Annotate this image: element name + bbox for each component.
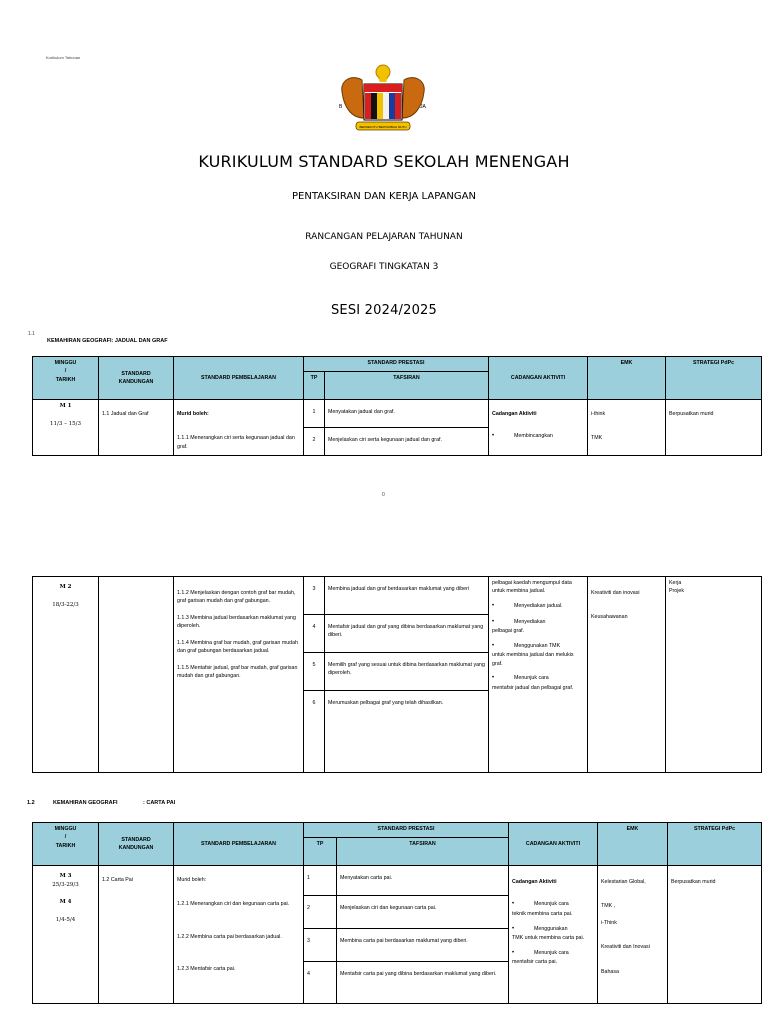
- tafsiran-text: Mentafsir jadual dan graf yang dibina berdasarkan maklumat yang diberi.: [325, 615, 489, 653]
- header-tp: TP: [304, 372, 325, 400]
- header-tp: TP: [304, 838, 337, 866]
- tafsiran-text: Mentafsir carta pai yang dibina berdasarkan maklumat yang diberi.: [337, 962, 509, 1004]
- tafsiran-text: Menjelaskan ciri dan kegunaan carta pai.: [337, 896, 509, 929]
- header-standard-prestasi: STANDARD PRESTASI: [304, 357, 489, 372]
- header-emk: EMK: [588, 357, 666, 400]
- aktiviti-cell: Cadangan Aktiviti • Membincangkan: [489, 400, 588, 456]
- aktiviti-cell: Cadangan Aktiviti • Menunjuk cara teknik membina carta pai. • Menggunakan TMK untuk membina carta pai. • Menunjuk cara mentafsir carta pai.: [509, 866, 598, 1004]
- crest-right-label: JA: [420, 104, 426, 110]
- header-tafsiran: TAFSIRAN: [337, 838, 509, 866]
- tp-level: 4: [304, 615, 325, 653]
- header-minggu: MINGGU / TARIKH: [33, 357, 99, 400]
- tafsiran-text: Menyatakan jadual dan graf.: [325, 400, 489, 428]
- tafsiran-text: Menyatakan carta pai.: [337, 866, 509, 896]
- crest-left-label: B: [339, 104, 343, 110]
- header-tafsiran: TAFSIRAN: [325, 372, 489, 400]
- strategi-cell: Kerja Projek: [666, 577, 762, 773]
- tafsiran-text: Menjelaskan ciri serta kegunaan jadual dan graf.: [325, 428, 489, 456]
- week-cell: M 3 25/3-29/3 M 4 1/4-5/4: [33, 866, 99, 1004]
- week-cell: M 2 18/3-22/3: [33, 577, 99, 773]
- table-section1: [32, 356, 762, 456]
- pembelajaran-cell: Murid boleh: 1.1.1 Menerangkan ciri serta kegunaan jadual dan graf.: [174, 400, 304, 456]
- header-strategi: STRATEGI PdPc: [668, 823, 762, 866]
- pembelajaran-cell: 1.1.2 Menjelaskan dengan contoh graf bar mudah, graf garisan mudah dan graf gabungan. 1.1.3 Membina jadual berdasarkan maklumat yang diperoleh. 1.1.4 Membina graf bar mudah, graf garisan mudah dan graf gabungan berdasarkan jadual. 1.1.5 Mentafsir jadual, graf bar mudah, graf garisan mudah dan graf gabungan.: [174, 577, 304, 773]
- tp-level: 3: [304, 929, 337, 962]
- tafsiran-text: Membina carta pai berdasarkan maklumat yang diberi.: [337, 929, 509, 962]
- kandungan-cell: 1.2 Carta Pai: [99, 866, 174, 1004]
- session-title: SESI 2024/2025: [330, 303, 438, 318]
- header-minggu: MINGGU / TARIKH: [33, 823, 99, 866]
- tp-level: 3: [304, 577, 325, 615]
- subject-title: GEOGRAFI TINGKATAN 3: [329, 262, 439, 272]
- table-section1-continued: [32, 576, 762, 773]
- tp-level: 4: [304, 962, 337, 1004]
- week-cell: M 1 11/3 – 15/3: [33, 400, 99, 456]
- emk-cell: i-think TMK: [588, 400, 666, 456]
- strategi-cell: Berpusatkan murid: [666, 400, 762, 456]
- header-strategi: STRATEGI PdPc: [666, 357, 762, 400]
- coat-of-arms-emblem: [334, 62, 432, 134]
- plan-title: RANCANGAN PELAJARAN TAHUNAN: [305, 232, 463, 242]
- header-emk: EMK: [598, 823, 668, 866]
- tp-level: 5: [304, 653, 325, 691]
- header-standard-pembelajaran: STANDARD PEMBELAJARAN: [174, 357, 304, 400]
- header-cadangan-aktiviti: CADANGAN AKTIVITI: [489, 357, 588, 400]
- header-standard-kandungan: STANDARD KANDUNGAN: [99, 357, 174, 400]
- section2-title: KEMAHIRAN GEOGRAFI: [53, 800, 118, 806]
- header-standard-prestasi: STANDARD PRESTASI: [304, 823, 509, 838]
- section1-title: KEMAHIRAN GEOGRAFI: JADUAL DAN GRAF: [47, 338, 168, 344]
- table-section2: [32, 822, 762, 1004]
- tp-level: 2: [304, 428, 325, 456]
- strategi-cell: Berpusatkan murid: [668, 866, 762, 1004]
- tp-level: 1: [304, 866, 337, 896]
- pembelajaran-cell: Murid boleh: 1.2.1 Menerangkan ciri dan kegunaan carta pai. 1.2.2 Membina carta pai berdasarkan jadual. 1.2.3 Mentafsir carta pai.: [174, 866, 304, 1004]
- emk-cell: Kelestarian Global, TMK , i-Think Kreativiti dan Inovasi Bahasa: [598, 866, 668, 1004]
- tafsiran-text: Merumuskan pelbagai graf yang telah dihasilkan.: [325, 691, 489, 773]
- tp-level: 2: [304, 896, 337, 929]
- section2-number: 1.2: [27, 800, 35, 806]
- tp-level: 6: [304, 691, 325, 773]
- document-subtitle: PENTAKSIRAN DAN KERJA LAPANGAN: [292, 191, 476, 202]
- header-standard-pembelajaran: STANDARD PEMBELAJARAN: [174, 823, 304, 866]
- aktiviti-cell: pelbagai kaedah mengumpul data untuk membina jadual. • Menyediakan jadual. • Menyediakan pelbagai graf. • Menggunakan TMK untuk membina jadual dan melukis graf. • Menunjuk cara mentafsir jadual dan pelbagai graf.: [489, 577, 588, 773]
- tafsiran-text: Memilih graf yang sesuai untuk dibina berdasarkan maklumat yang diperoleh.: [325, 653, 489, 691]
- kandungan-cell: [99, 577, 174, 773]
- tp-level: 1: [304, 400, 325, 428]
- emk-cell: Kreativiti dan inovasi Keusahawanan: [588, 577, 666, 773]
- section1-number: 1.1: [28, 331, 35, 337]
- header-cadangan-aktiviti: CADANGAN AKTIVITI: [509, 823, 598, 866]
- header-note: Kurikulum Tahunan: [46, 55, 81, 60]
- document-title: KURIKULUM STANDARD SEKOLAH MENENGAH: [198, 152, 570, 171]
- section2-subtitle: : CARTA PAI: [143, 800, 176, 806]
- page-number: 0: [382, 492, 385, 498]
- tafsiran-text: Membina jadual dan graf berdasarkan maklumat yang diberi: [325, 577, 489, 615]
- kandungan-cell: 1.1 Jadual dan Graf: [99, 400, 174, 456]
- header-standard-kandungan: STANDARD KANDUNGAN: [99, 823, 174, 866]
- crest-motto: BERSEKUTU BERTAMBAH MUTU: [359, 125, 407, 129]
